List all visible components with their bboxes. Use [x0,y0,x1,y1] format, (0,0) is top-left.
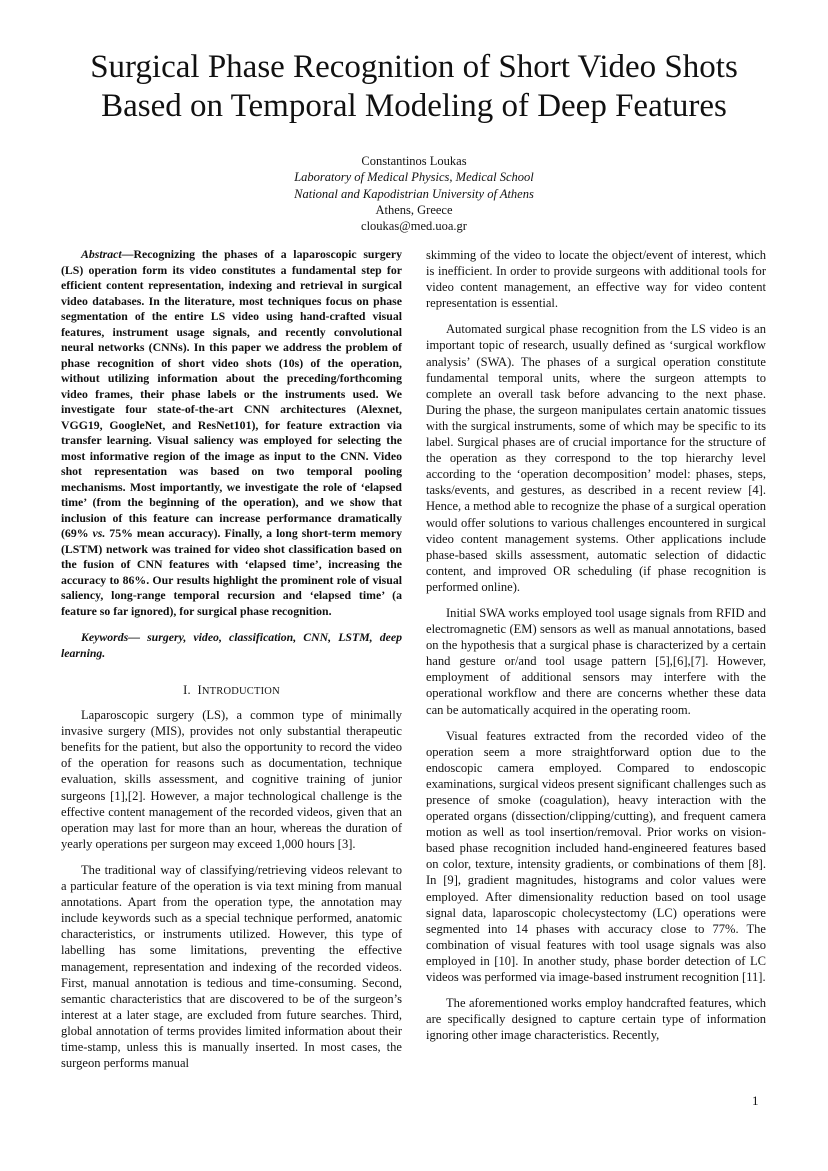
abstract [61,247,402,619]
author-block [214,153,614,234]
keywords-text: — surgery, video, classification, CNN, LSTM, deep learning. [61,630,402,660]
section-number: I. [183,683,191,697]
keywords-label: Keywords [81,630,129,644]
section-heading-introduction [61,682,402,700]
keywords [61,630,402,661]
paragraph-intro-2-continued: skimming of the video to locate the object/event of interest, which is inefficient. In order to provide surgeons with additional tools for video content management, an effective way for video content representation is essential. [426,248,766,311]
page-number: 1 [752,1093,759,1108]
paragraph-intro-4: Initial SWA works employed tool usage signals from RFID and electromagnetic (EM) sensors as well as manual annotations, based on the hypothesis that a surgical phase is characterized by a certain hand gesture or/and tool usage pattern [5],[6],[7]. However, employment of additional sensors may interfere with the operational workflow and there are concerns whether these data can be automatically acquired in the operating room. [426,605,766,717]
abstract-label: Abstract [81,247,122,261]
paragraph-intro-6: The aforementioned works employ handcrafted features, which are specifically designed to capture certain type of information ignoring other image characteristics. Recently, [426,996,766,1043]
affiliation-line-1: Laboratory of Medical Physics, Medical School [294,170,534,185]
paragraph-intro-3: Automated surgical phase recognition from the LS video is an important topic of research, usually defined as ‘surgical workflow analysis’ (SWA). The phases of a surgical operation constitute fundamental temporal units, where the surgeon attempts to complete an overall task before advancing to the next phase. During the phase, the surgeon manipulates certain anatomic tissues with the surgical instruments, some of which may be specific to its label. Surgical phases are of crucial importance for the structure of the operation as they correspond to the top hierarchy level according to the ‘operation decomposition’ model: phases, steps, tasks/events, and gestures, as described in a recent review [4]. Hence, a method able to recognize the phase of a surgical operation would offer solutions to various challenges encountered in surgical video content management systems. Other applications include phase-based skills assessment, automatic selection of didactic content, and improved OR scheduling (if phase recognition is performed online). [426,322,766,594]
paragraph-intro-1: Laparoscopic surgery (LS), a common type of minimally invasive surgery (MIS), provides not only substantial therapeutic benefits for the patient, but also the opportunity to record the video of the operation for reasons such as documentation, technique evaluation, skills assessment, and cognitive training of junior surgeons [1],[2]. However, a major technological challenge is the effective content management of the recorded videos, given that an operation may last for more than an hour, whereas the duration of yearly operations per surgeon may exceed 1,000 hours [3]. [61,708,402,851]
author-name: Constantinos Loukas [361,154,467,168]
abstract-vs: vs. [92,526,106,540]
abstract-text: Recognizing the phases of a laparoscopic surgery (LS) operation form its video constitutes a fundamental step for efficient content representation, indexing and retrieval in surgical video databases. In the literature, most techniques focus on phase segmentation of the entire LS video using hand-crafted visual features, instrument usage signals, and recently convolutional neural networks (CNNs). In this paper we address the problem of phase recognition of short video shots (10s) of the operation, without utilizing information about the preceding/forthcoming video frames, their phase labels or the instruments used. We investigate four state-of-the-art CNN architectures (Alexnet, VGG19, GoogleNet, and ResNet101), for feature extraction via transfer learning. Visual saliency was employed for selecting the most informative region of the image as input to the CNN. Video shot representation was based on two temporal pooling mechanisms. Most importantly, we investigate the role of ‘elapsed time’ (from the beginning of the operation), and we show that inclusion of this feature can increase performance dramatically (69% [61,247,402,540]
paper-title [40,48,788,126]
abstract-dash: — [121,247,134,261]
paragraph-intro-2: The traditional way of classifying/retrieving videos relevant to a particular feature of the operation is via text mining from manual annotations. Apart from the operation type, the annotation may include keywords such as a special technique performed, anatomic characteristics, or instruments utilized. However, this type of labelling has some limitations, preventing the effective management, representation and indexing of the recorded videos. First, manual annotation is tedious and time-consuming. Second, semantic characteristics that are discovered to be of the surgeon’s interest at a later stage, are excluded from future searches. Third, global annotation of terms provides limited information about their time-stamp, unless this is manually inserted. In most cases, the surgeon performs manual [61,862,402,1071]
author-email[interactable]: cloukas@med.uoa.gr [361,219,467,234]
left-column [61,247,402,1071]
section-title-rest: NTRODUCTION [201,686,280,697]
abstract-text-2: 75% mean accuracy). Finally, a long short-term memory (LSTM) network was trained for video shot classification based on the fusion of CNN features with ‘elapsed time’, increasing the accuracy to 86%. Our results highlight the prominent role of visual saliency, long-range temporal recursion and ‘elapsed time’ (a feature so far ignored), for surgical phase recognition. [61,526,402,618]
right-column [426,247,766,1043]
section-first-letter: I [197,683,202,697]
title-line-2: Based on Temporal Modeling of Deep Features [101,88,727,124]
title-line-1: Surgical Phase Recognition of Short Video Shots [90,49,738,85]
affiliation-line-2: National and Kapodistrian University of Athens [294,186,534,201]
paragraph-intro-5: Visual features extracted from the recorded video of the operation seem a more straightforward option due to the endoscopic camera employed. Compared to endoscopic examinations, surgical videos present significant challenges such as presence of smoke (coagulation), heavy interaction with the operated organs (dissection/clipping/cutting), and frequent camera motion as well as tool insertion/removal. Prior works on vision-based phase recognition included hand-engineered features based on color, texture, intensity gradients, or combinations of them [8]. In [9], gradient magnitudes, histograms and color values were employed. After dimensionality reduction based on tool usage signal data, laparoscopic cholecystectomy (LC) operations were segmented into 14 phases with accuracy close to 77%. The combination of visual features with tool usage signals was also employed in [10]. In another study, phase border detection of LC videos was performed via image-based instrument recognition [11]. [426,728,766,985]
author-location: Athens, Greece [375,202,453,217]
